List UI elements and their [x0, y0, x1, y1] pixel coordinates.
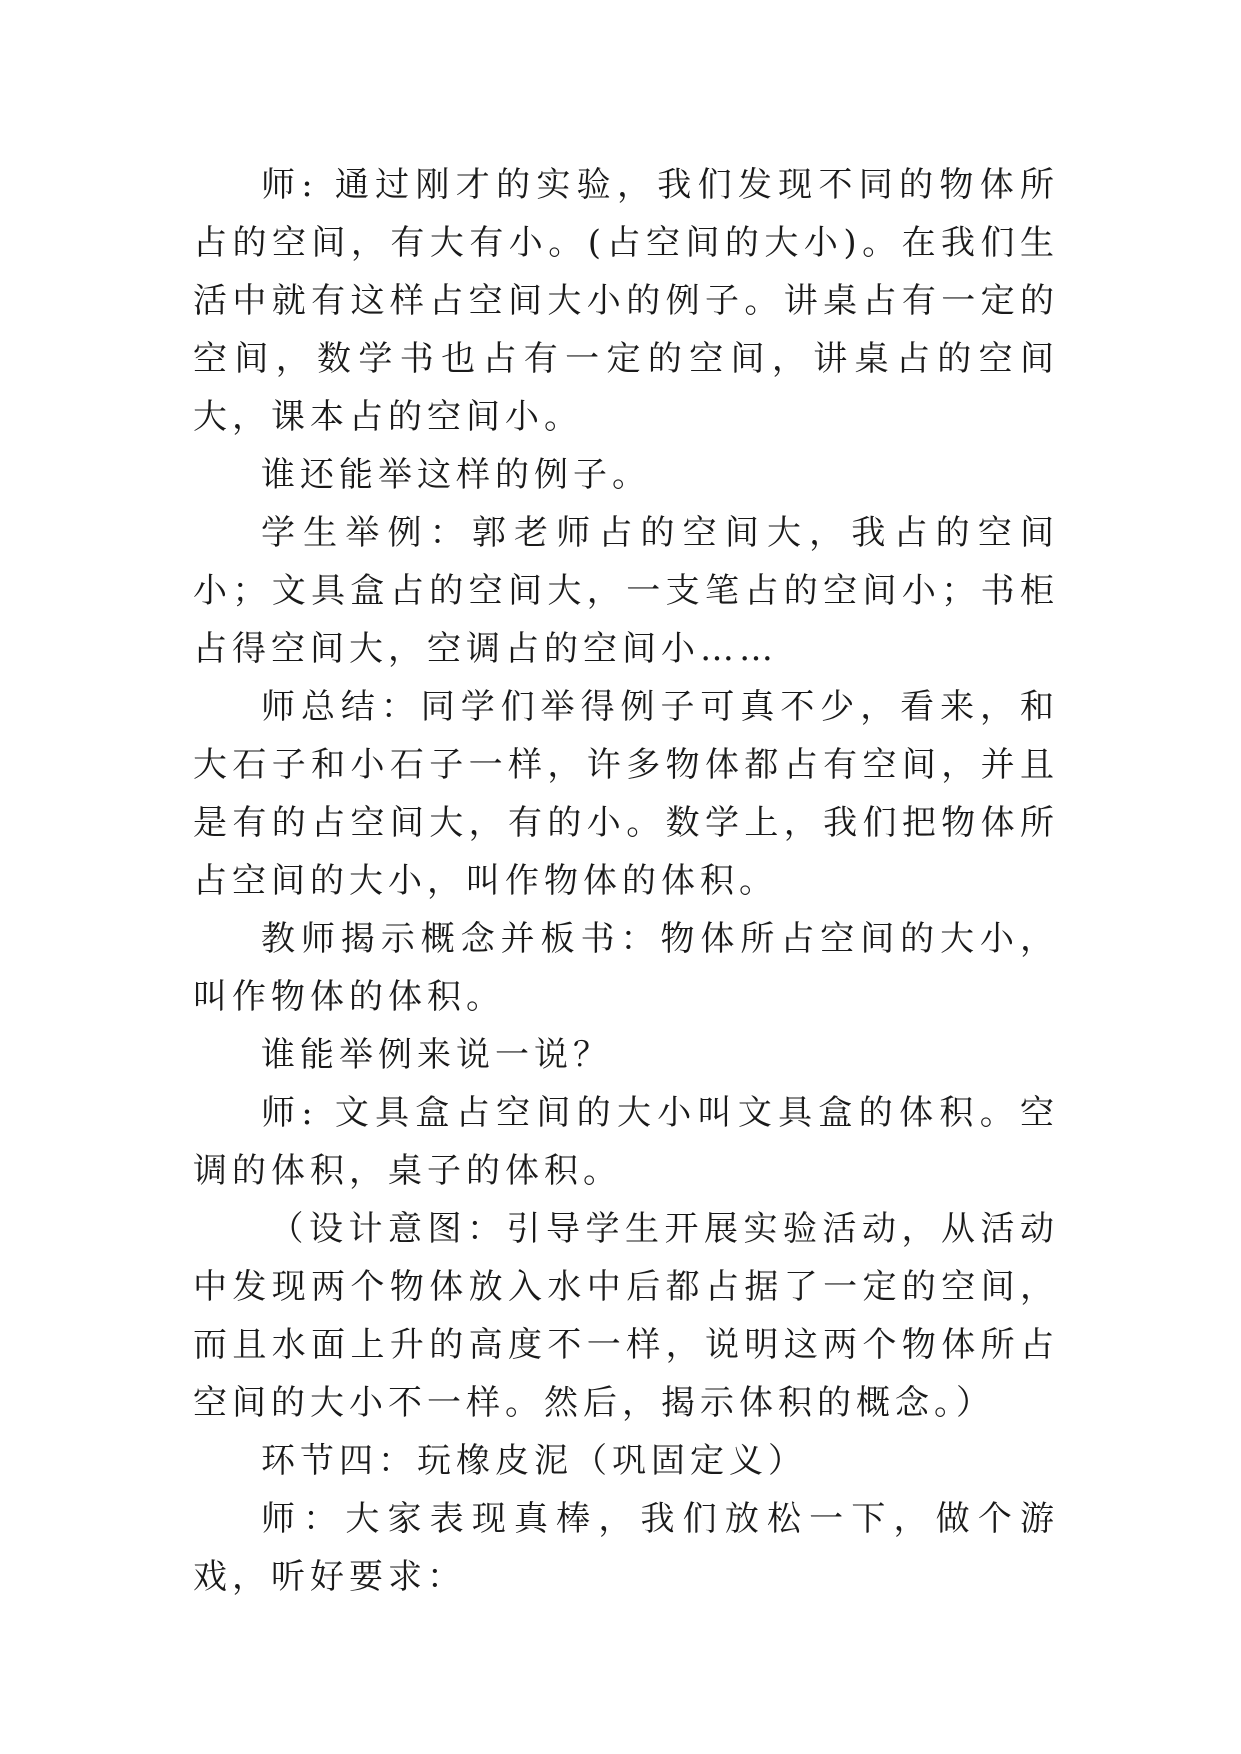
paragraph-teacher-summary: 师总结：同学们举得例子可真不少，看来，和大石子和小石子一样，许多物体都占有空间，并且是有的占空间大，有的小。数学上，我们把物体所占空间的大小，叫作物体的体积。	[193, 687, 1059, 901]
paragraph-ask-explain: 谁能举例来说一说？	[261, 1035, 612, 1075]
paragraph-teacher-volume-examples: 师: 文具盒占空间的大小叫文具盒的体积。空调的体积，桌子的体积。	[193, 1093, 1059, 1191]
paragraph-student-examples: 学生举例：郭老师占的空间大，我占的空间小；文具盒占的空间大，一支笔占的空间小；书柜占得空间大，空调占的空间小……	[193, 513, 1059, 669]
section-heading-step-four: 环节四：玩橡皮泥（巩固定义）	[261, 1441, 807, 1481]
paragraph-design-intent: （设计意图：引导学生开展实验活动，从活动中发现两个物体放入水中后都占据了一定的空间，而且水面上升的高度不一样，说明这两个物体所占空间的大小不一样。然后，揭示体积的概念。）	[193, 1209, 1059, 1423]
paragraph-game-instructions: 师：大家表现真棒，我们放松一下，做个游戏，听好要求：	[193, 1499, 1059, 1597]
document-page	[193, 156, 1059, 1606]
paragraph-teacher-experiment: 师: 通过刚才的实验，我们发现不同的物体所占的空间，有大有小。(占空间的大小)。在我们生活中就有这样占空间大小的例子。讲桌占有一定的空间，数学书也占有一定的空间，讲桌占的空间大，课本占的空间小。	[193, 165, 1059, 437]
paragraph-ask-examples: 谁还能举这样的例子。	[261, 455, 651, 495]
paragraph-concept-definition: 教师揭示概念并板书：物体所占空间的大小，叫作物体的体积。	[193, 919, 1059, 1017]
